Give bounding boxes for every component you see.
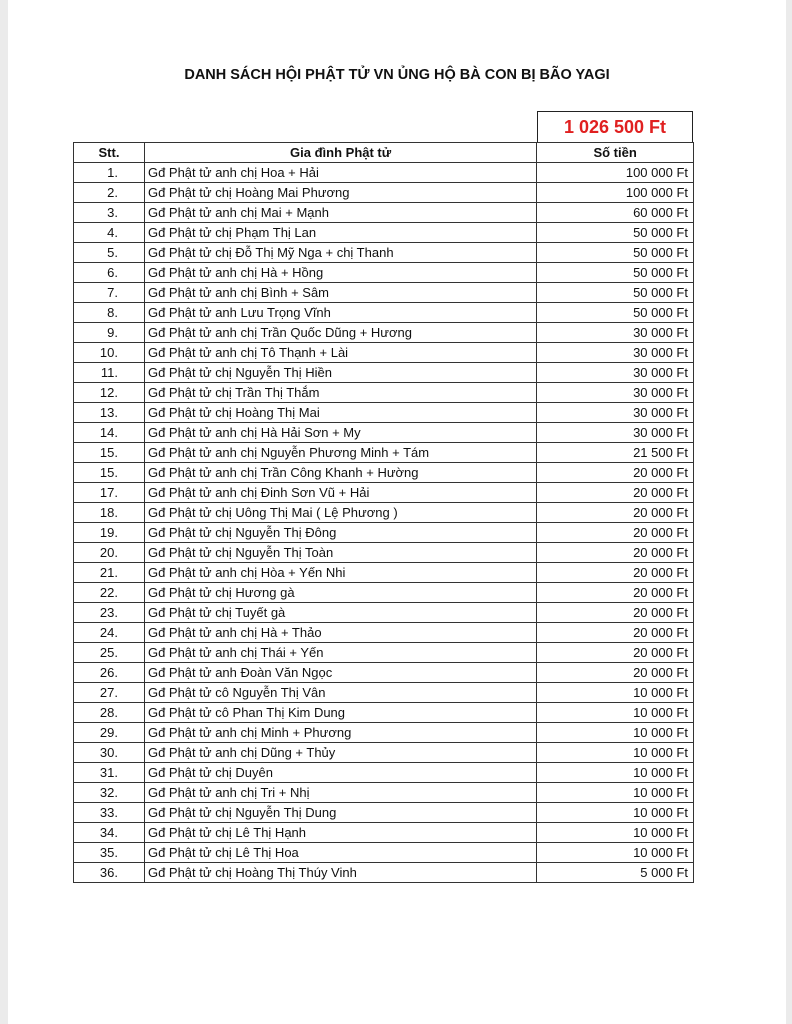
row-stt: 27. xyxy=(74,683,145,703)
row-stt: 34. xyxy=(74,823,145,843)
table-row xyxy=(74,343,694,363)
row-amount: 10 000 Ft xyxy=(537,743,694,763)
row-family-name: Gđ Phật tử anh chị Minh + Phương xyxy=(144,723,536,743)
row-amount: 10 000 Ft xyxy=(537,723,694,743)
table-row xyxy=(74,543,694,563)
row-stt: 29. xyxy=(74,723,145,743)
row-family-name: Gđ Phật tử chị Nguyễn Thị Toàn xyxy=(144,543,536,563)
row-stt: 15. xyxy=(74,443,145,463)
table-row xyxy=(74,463,694,483)
table-row xyxy=(74,803,694,823)
row-amount: 50 000 Ft xyxy=(537,263,694,283)
row-amount: 20 000 Ft xyxy=(537,623,694,643)
row-amount: 30 000 Ft xyxy=(537,423,694,443)
row-family-name: Gđ Phật tử chị Hoàng Mai Phương xyxy=(144,183,536,203)
row-amount: 10 000 Ft xyxy=(537,783,694,803)
row-amount: 30 000 Ft xyxy=(537,343,694,363)
row-amount: 10 000 Ft xyxy=(537,843,694,863)
row-family-name: Gđ Phật tử chị Nguyễn Thị Hiền xyxy=(144,363,536,383)
row-stt: 15. xyxy=(74,463,145,483)
row-family-name: Gđ Phật tử anh chị Bình + Sâm xyxy=(144,283,536,303)
table-row xyxy=(74,783,694,803)
table-row xyxy=(74,303,694,323)
row-amount: 30 000 Ft xyxy=(537,403,694,423)
row-family-name: Gđ Phật tử chị Hoàng Thị Thúy Vinh xyxy=(144,863,536,883)
row-family-name: Gđ Phật tử anh chị Trần Công Khanh + Hường xyxy=(144,463,536,483)
row-amount: 30 000 Ft xyxy=(537,323,694,343)
table-row xyxy=(74,403,694,423)
row-amount: 30 000 Ft xyxy=(537,383,694,403)
row-family-name: Gđ Phật tử cô Phan Thị Kim Dung xyxy=(144,703,536,723)
header-amount: Số tiền xyxy=(537,143,694,163)
row-stt: 13. xyxy=(74,403,145,423)
row-amount: 20 000 Ft xyxy=(537,503,694,523)
row-stt: 4. xyxy=(74,223,145,243)
row-stt: 26. xyxy=(74,663,145,683)
table-row xyxy=(74,363,694,383)
row-amount: 20 000 Ft xyxy=(537,603,694,623)
row-amount: 100 000 Ft xyxy=(537,163,694,183)
row-stt: 23. xyxy=(74,603,145,623)
row-family-name: Gđ Phật tử anh chị Hoa + Hải xyxy=(144,163,536,183)
row-amount: 20 000 Ft xyxy=(537,543,694,563)
row-amount: 20 000 Ft xyxy=(537,523,694,543)
row-amount: 21 500 Ft xyxy=(537,443,694,463)
row-stt: 21. xyxy=(74,563,145,583)
row-family-name: Gđ Phật tử anh chị Mai + Mạnh xyxy=(144,203,536,223)
row-stt: 28. xyxy=(74,703,145,723)
row-family-name: Gđ Phật tử anh chị Trần Quốc Dũng + Hương xyxy=(144,323,536,343)
row-family-name: Gđ Phật tử anh chị Nguyễn Phương Minh + Tám xyxy=(144,443,536,463)
table-row xyxy=(74,503,694,523)
row-family-name: Gđ Phật tử anh Đoàn Văn Ngọc xyxy=(144,663,536,683)
row-stt: 18. xyxy=(74,503,145,523)
row-family-name: Gđ Phật tử chị Trần Thị Thắm xyxy=(144,383,536,403)
row-stt: 5. xyxy=(74,243,145,263)
table-row xyxy=(74,663,694,683)
row-amount: 10 000 Ft xyxy=(537,763,694,783)
row-amount: 20 000 Ft xyxy=(537,483,694,503)
row-stt: 31. xyxy=(74,763,145,783)
row-family-name: Gđ Phật tử chị Duyên xyxy=(144,763,536,783)
table-row xyxy=(74,823,694,843)
header-family: Gia đình Phật tử xyxy=(144,143,536,163)
row-stt: 14. xyxy=(74,423,145,443)
row-amount: 5 000 Ft xyxy=(537,863,694,883)
table-row xyxy=(74,283,694,303)
row-stt: 22. xyxy=(74,583,145,603)
row-amount: 60 000 Ft xyxy=(537,203,694,223)
table-row xyxy=(74,323,694,343)
table-row xyxy=(74,563,694,583)
table-row xyxy=(74,723,694,743)
row-family-name: Gđ Phật tử anh chị Hà + Thảo xyxy=(144,623,536,643)
row-family-name: Gđ Phật tử chị Hoàng Thị Mai xyxy=(144,403,536,423)
row-family-name: Gđ Phật tử anh chị Hà Hải Sơn + My xyxy=(144,423,536,443)
row-stt: 8. xyxy=(74,303,145,323)
table-row xyxy=(74,443,694,463)
row-stt: 11. xyxy=(74,363,145,383)
row-stt: 12. xyxy=(74,383,145,403)
row-stt: 17. xyxy=(74,483,145,503)
table-row xyxy=(74,763,694,783)
table-row xyxy=(74,863,694,883)
row-amount: 10 000 Ft xyxy=(537,823,694,843)
row-amount: 20 000 Ft xyxy=(537,663,694,683)
row-stt: 2. xyxy=(74,183,145,203)
row-stt: 36. xyxy=(74,863,145,883)
row-family-name: Gđ Phật tử chị Uông Thị Mai ( Lệ Phương ) xyxy=(144,503,536,523)
row-stt: 10. xyxy=(74,343,145,363)
table-row xyxy=(74,203,694,223)
row-stt: 3. xyxy=(74,203,145,223)
row-amount: 10 000 Ft xyxy=(537,683,694,703)
table-row xyxy=(74,423,694,443)
table-row xyxy=(74,183,694,203)
table-row xyxy=(74,623,694,643)
row-family-name: Gđ Phật tử chị Lê Thị Hạnh xyxy=(144,823,536,843)
table-row xyxy=(74,483,694,503)
row-amount: 10 000 Ft xyxy=(537,803,694,823)
row-amount: 20 000 Ft xyxy=(537,563,694,583)
row-amount: 50 000 Ft xyxy=(537,223,694,243)
row-stt: 32. xyxy=(74,783,145,803)
row-family-name: Gđ Phật tử anh chị Dũng + Thủy xyxy=(144,743,536,763)
row-family-name: Gđ Phật tử chị Tuyết gà xyxy=(144,603,536,623)
row-family-name: Gđ Phật tử chị Nguyễn Thị Dung xyxy=(144,803,536,823)
table-header-row xyxy=(74,143,694,163)
table-row xyxy=(74,643,694,663)
table-row xyxy=(74,843,694,863)
row-amount: 10 000 Ft xyxy=(537,703,694,723)
row-family-name: Gđ Phật tử chị Hương gà xyxy=(144,583,536,603)
row-family-name: Gđ Phật tử anh chị Hòa + Yến Nhi xyxy=(144,563,536,583)
row-stt: 19. xyxy=(74,523,145,543)
row-amount: 20 000 Ft xyxy=(537,643,694,663)
row-stt: 1. xyxy=(74,163,145,183)
row-amount: 50 000 Ft xyxy=(537,303,694,323)
row-stt: 9. xyxy=(74,323,145,343)
table-body xyxy=(74,163,694,883)
document-page xyxy=(8,0,786,1024)
table-row xyxy=(74,383,694,403)
donation-table xyxy=(73,142,694,883)
table-row xyxy=(74,163,694,183)
row-family-name: Gđ Phật tử anh chị Tri + Nhị xyxy=(144,783,536,803)
row-stt: 35. xyxy=(74,843,145,863)
row-family-name: Gđ Phật tử anh chị Thái + Yến xyxy=(144,643,536,663)
row-amount: 100 000 Ft xyxy=(537,183,694,203)
row-family-name: Gđ Phật tử chị Lê Thị Hoa xyxy=(144,843,536,863)
table-row xyxy=(74,603,694,623)
row-stt: 24. xyxy=(74,623,145,643)
table-row xyxy=(74,703,694,723)
row-stt: 33. xyxy=(74,803,145,823)
total-amount: 1 026 500 Ft xyxy=(537,111,693,142)
row-family-name: Gđ Phật tử chị Phạm Thị Lan xyxy=(144,223,536,243)
row-amount: 50 000 Ft xyxy=(537,283,694,303)
table-row xyxy=(74,683,694,703)
row-family-name: Gđ Phật tử cô Nguyễn Thị Vân xyxy=(144,683,536,703)
row-family-name: Gđ Phật tử anh Lưu Trọng Vĩnh xyxy=(144,303,536,323)
row-stt: 6. xyxy=(74,263,145,283)
table-row xyxy=(74,243,694,263)
row-family-name: Gđ Phật tử chị Nguyễn Thị Đông xyxy=(144,523,536,543)
header-stt: Stt. xyxy=(74,143,145,163)
row-stt: 25. xyxy=(74,643,145,663)
document-title: DANH SÁCH HỘI PHẬT TỬ VN ỦNG HỘ BÀ CON BỊ BÃO YAGI xyxy=(184,67,610,83)
table-row xyxy=(74,223,694,243)
row-amount: 50 000 Ft xyxy=(537,243,694,263)
row-family-name: Gđ Phật tử chị Đỗ Thị Mỹ Nga + chị Thanh xyxy=(144,243,536,263)
row-amount: 20 000 Ft xyxy=(537,583,694,603)
table-row xyxy=(74,263,694,283)
row-family-name: Gđ Phật tử anh chị Hà + Hồng xyxy=(144,263,536,283)
table-row xyxy=(74,583,694,603)
row-family-name: Gđ Phật tử anh chị Đinh Sơn Vũ + Hải xyxy=(144,483,536,503)
row-amount: 20 000 Ft xyxy=(537,463,694,483)
row-amount: 30 000 Ft xyxy=(537,363,694,383)
row-stt: 20. xyxy=(74,543,145,563)
table-row xyxy=(74,523,694,543)
row-stt: 7. xyxy=(74,283,145,303)
row-stt: 30. xyxy=(74,743,145,763)
table-row xyxy=(74,743,694,763)
row-family-name: Gđ Phật tử anh chị Tô Thạnh + Lài xyxy=(144,343,536,363)
